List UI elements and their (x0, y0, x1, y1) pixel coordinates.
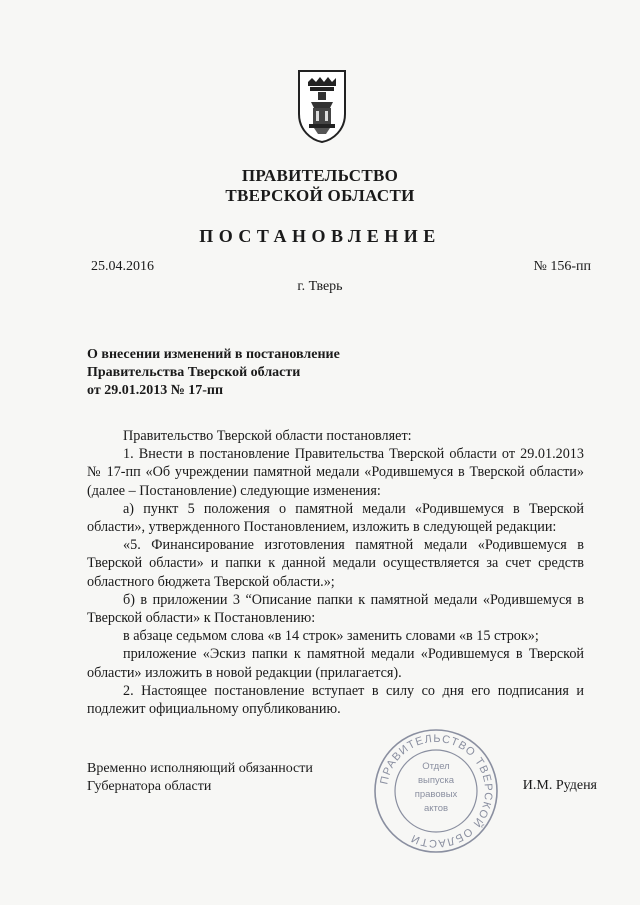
paragraph-1a-text: «5. Финансирование изготовления памятной медали «Родившемуся в Тверской области» и папки к данной медали осуществляется за счет средств областного бюджета Тверской области.»; (87, 537, 584, 590)
paragraph-1a: а) пункт 5 положения о памятной медали «Родившемуся в Тверской области», утвержденного Постановлением, изложить в следующей редакции: (87, 500, 584, 536)
government-title-line2: ТВЕРСКОЙ ОБЛАСТИ (225, 186, 415, 205)
document-number: № 156-пп (533, 259, 591, 274)
intro-paragraph: Правительство Тверской области постановляет: (123, 428, 412, 444)
document-subject (87, 346, 340, 400)
paragraph-2: 2. Настоящее постановление вступает в силу со дня его подписания и подлежит официальному опубликованию. (87, 682, 584, 718)
subject-line3: от 29.01.2013 № 17-пп (87, 383, 224, 398)
signatory-position (87, 760, 313, 796)
document-body (87, 427, 584, 718)
subject-line1: О внесении изменений в постановление (87, 347, 340, 362)
stamp-line2: выпуска (417, 775, 455, 786)
tver-coat-of-arms-icon (296, 68, 348, 144)
subject-line2: Правительства Тверской области (87, 365, 301, 380)
paragraph-1b-item2: приложение «Эскиз папки к памятной медали «Родившемуся в Тверской области» изложить в новой редакции (прилагается). (87, 646, 584, 681)
document-city: г. Тверь (297, 279, 343, 294)
paragraph-1: 1. Внести в постановление Правительства Тверской области от 29.01.2013 № 17-пп «Об учреждении памятной медали «Родившемуся в Тверской области» (далее – Постановление) следующие изменения: (87, 446, 584, 499)
signatory-name: И.М. Руденя (522, 778, 597, 793)
signatory-position-line2: Губернатора области (87, 779, 212, 794)
paragraph-1b: б) в приложении 3 “Описание папки к памятной медали «Родившемуся в Тверской области» к Постановлению: (87, 591, 584, 627)
stamp-line4: актов (423, 803, 449, 814)
stamp-ring-text: ПРАВИТЕЛЬСТВО ТВЕРСКОЙ ОБЛАСТИ (378, 732, 495, 850)
stamp-line1: Отдел (422, 761, 450, 772)
stamp-inner-text (372, 760, 500, 816)
stamp-line3: правовых (414, 789, 458, 800)
document-type: ПОСТАНОВЛЕНИЕ (199, 226, 441, 246)
document-date: 25.04.2016 (91, 259, 154, 274)
signatory-position-line1: Временно исполняющий обязанности (87, 761, 313, 776)
paragraph-1b-item1: в абзаце седьмом слова «в 14 строк» заменить словами «в 15 строк»; (123, 628, 539, 645)
government-title-line1: ПРАВИТЕЛЬСТВО (241, 166, 399, 185)
